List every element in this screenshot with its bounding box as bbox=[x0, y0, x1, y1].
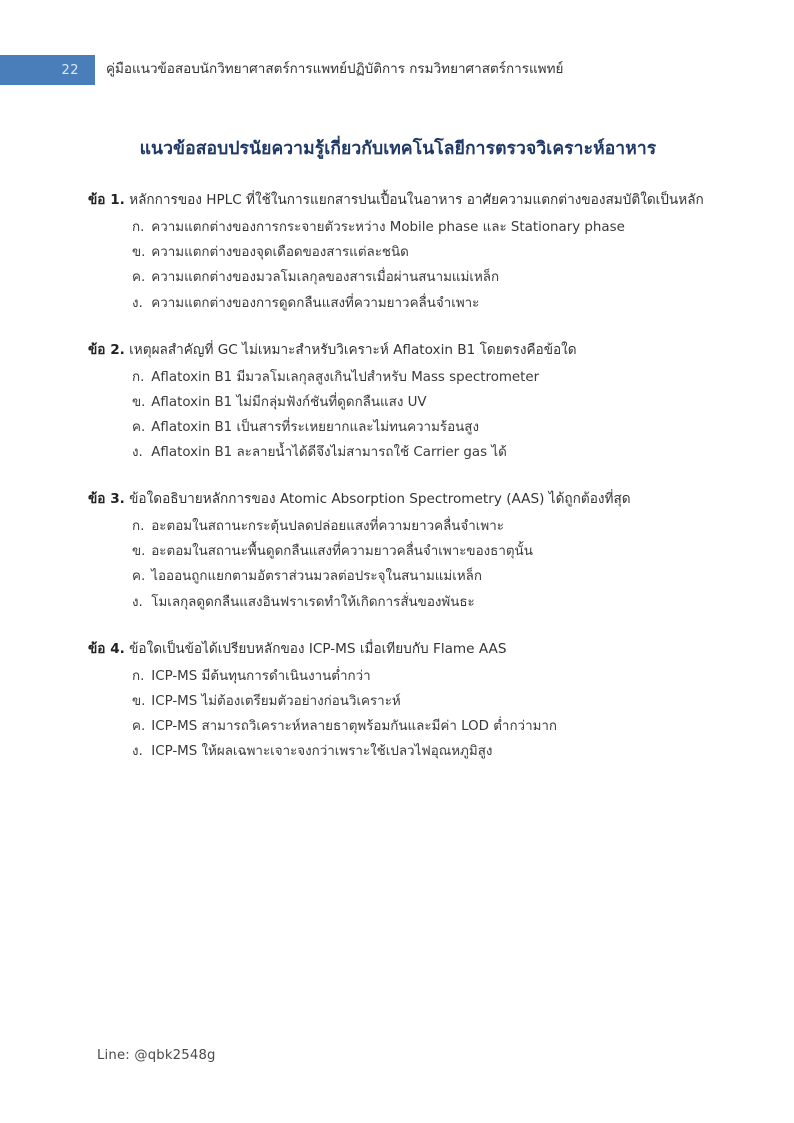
choice-text: ความแตกต่างของมวลโมเลกุลของสารเมื่อผ่านสนามแม่เหล็ก bbox=[151, 270, 500, 286]
choice-key: ก. bbox=[132, 369, 145, 385]
choice-text: ความแตกต่างของการกระจายตัวระหว่าง Mobile phase และ Stationary phase bbox=[151, 219, 625, 235]
header-title: คู่มือแนวข้อสอบนักวิทยาศาสตร์การแพทย์ปฏิบัติการ กรมวิทยาศาสตร์การแพทย์ bbox=[106, 61, 564, 78]
question-block bbox=[88, 487, 708, 615]
choice-text: ไอออนถูกแยกตามอัตราส่วนมวลต่อประจุในสนามแม่เหล็ก bbox=[151, 569, 482, 585]
choice-key: ข. bbox=[132, 544, 146, 560]
choice-key: ง. bbox=[132, 295, 143, 311]
question-text: ข้อใดเป็นข้อได้เปรียบหลักของ ICP-MS เมื่อเทียบกับ Flame AAS bbox=[129, 640, 507, 657]
choice-text: อะตอมในสถานะพื้นดูดกลืนแสงที่ความยาวคลื่นจำเพาะของธาตุนั้น bbox=[151, 544, 533, 560]
choice-text: ICP-MS มีต้นทุนการดำเนินงานต่ำกว่า bbox=[151, 668, 371, 684]
choice-list bbox=[88, 514, 708, 615]
choice-item[interactable] bbox=[132, 265, 708, 290]
choice-item[interactable] bbox=[132, 240, 708, 265]
choice-list bbox=[88, 664, 708, 765]
choice-key: ค. bbox=[132, 719, 146, 735]
page-number-badge bbox=[0, 55, 95, 85]
choice-key: ก. bbox=[132, 668, 145, 684]
choice-item[interactable] bbox=[132, 739, 708, 764]
choice-item[interactable] bbox=[132, 415, 708, 440]
choice-item[interactable] bbox=[132, 664, 708, 689]
page-header bbox=[0, 55, 794, 85]
question-label: ข้อ 3. bbox=[88, 491, 125, 508]
question-label: ข้อ 1. bbox=[88, 192, 125, 209]
choice-text: Aflatoxin B1 เป็นสารที่ระเหยยากและไม่ทนความร้อนสูง bbox=[151, 419, 479, 435]
choice-key: ง. bbox=[132, 744, 143, 760]
choice-text: ความแตกต่างของจุดเดือดของสารแต่ละชนิด bbox=[151, 245, 409, 261]
question-block bbox=[88, 637, 708, 765]
choice-item[interactable] bbox=[132, 564, 708, 589]
choice-item[interactable] bbox=[132, 514, 708, 539]
choice-key: ง. bbox=[132, 594, 143, 610]
choice-item[interactable] bbox=[132, 714, 708, 739]
question-text: หลักการของ HPLC ที่ใช้ในการแยกสารปนเปื้อนในอาหาร อาศัยความแตกต่างของสมบัติใดเป็นหลัก bbox=[129, 192, 704, 209]
choice-key: ก. bbox=[132, 519, 145, 535]
question-stem bbox=[88, 338, 708, 363]
document-body bbox=[88, 136, 708, 786]
choice-list bbox=[88, 365, 708, 466]
question-text: เหตุผลสำคัญที่ GC ไม่เหมาะสำหรับวิเคราะห์ Aflatoxin B1 โดยตรงคือข้อใด bbox=[129, 341, 577, 358]
choice-item[interactable] bbox=[132, 215, 708, 240]
choice-key: ค. bbox=[132, 270, 146, 286]
choice-item[interactable] bbox=[132, 689, 708, 714]
choice-item[interactable] bbox=[132, 590, 708, 615]
footer-contact: Line: @qbk2548g bbox=[97, 1048, 216, 1063]
question-stem bbox=[88, 637, 708, 662]
choice-key: ง. bbox=[132, 445, 143, 461]
choice-text: ICP-MS ไม่ต้องเตรียมตัวอย่างก่อนวิเคราะห์ bbox=[151, 693, 401, 709]
choice-item[interactable] bbox=[132, 291, 708, 316]
choice-item[interactable] bbox=[132, 539, 708, 564]
choice-item[interactable] bbox=[132, 440, 708, 465]
question-stem bbox=[88, 487, 708, 512]
choice-text: Aflatoxin B1 ไม่มีกลุ่มฟังก์ชันที่ดูดกลืนแสง UV bbox=[151, 394, 427, 410]
question-label: ข้อ 2. bbox=[88, 341, 125, 358]
question-block bbox=[88, 188, 708, 316]
choice-text: ICP-MS ให้ผลเฉพาะเจาะจงกว่าเพราะใช้เปลวไฟอุณหภูมิสูง bbox=[151, 744, 493, 760]
section-title: แนวข้อสอบปรนัยความรู้เกี่ยวกับเทคโนโลยีการตรวจวิเคราะห์อาหาร bbox=[139, 139, 657, 159]
choice-text: Aflatoxin B1 มีมวลโมเลกุลสูงเกินไปสำหรับ Mass spectrometer bbox=[151, 369, 540, 385]
choice-text: ICP-MS สามารถวิเคราะห์หลายธาตุพร้อมกันและมีค่า LOD ต่ำกว่ามาก bbox=[151, 719, 558, 735]
choice-item[interactable] bbox=[132, 365, 708, 390]
choice-text: อะตอมในสถานะกระตุ้นปลดปล่อยแสงที่ความยาวคลื่นจำเพาะ bbox=[151, 519, 504, 535]
choice-text: Aflatoxin B1 ละลายน้ำได้ดีจึงไม่สามารถใช้ Carrier gas ได้ bbox=[151, 445, 507, 461]
page-number: 22 bbox=[61, 62, 79, 78]
choice-key: ข. bbox=[132, 245, 146, 261]
choice-key: ค. bbox=[132, 569, 146, 585]
choice-key: ก. bbox=[132, 219, 145, 235]
choice-text: โมเลกุลดูดกลืนแสงอินฟราเรดทำให้เกิดการสั่นของพันธะ bbox=[151, 594, 475, 610]
choice-item[interactable] bbox=[132, 390, 708, 415]
question-stem bbox=[88, 188, 708, 213]
question-label: ข้อ 4. bbox=[88, 640, 125, 657]
choice-key: ค. bbox=[132, 419, 146, 435]
choice-key: ข. bbox=[132, 693, 146, 709]
choice-list bbox=[88, 215, 708, 316]
choice-key: ข. bbox=[132, 394, 146, 410]
question-text: ข้อใดอธิบายหลักการของ Atomic Absorption Spectrometry (AAS) ได้ถูกต้องที่สุด bbox=[129, 491, 631, 508]
choice-text: ความแตกต่างของการดูดกลืนแสงที่ความยาวคลื่นจำเพาะ bbox=[151, 295, 480, 311]
question-block bbox=[88, 338, 708, 466]
